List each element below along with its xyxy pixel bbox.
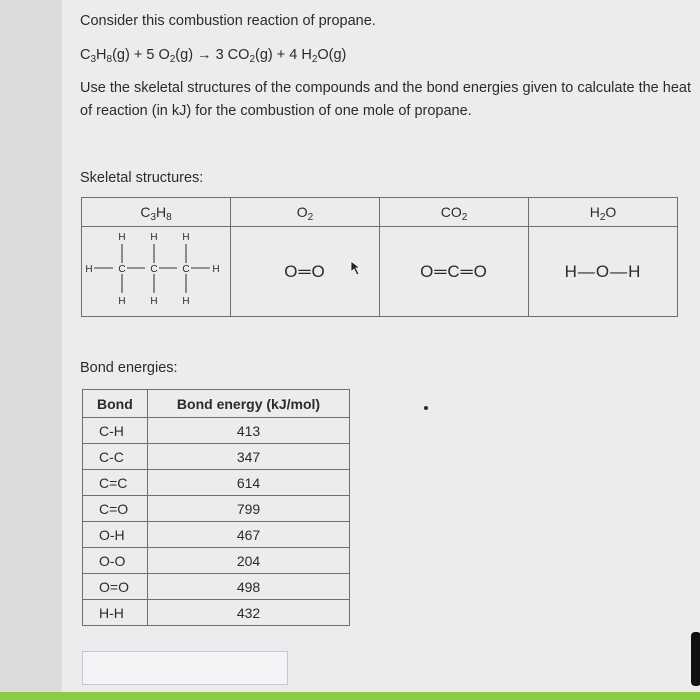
col-bond-energy: Bond energy (kJ/mol) [148,390,350,418]
question-intro: Consider this combustion reaction of propane. [80,13,376,29]
table-row [83,470,350,496]
atom-h: H [182,232,190,243]
skeletal-heading: Skeletal structures: [80,170,204,186]
o2-structure: O═O [231,227,380,317]
table-row [83,418,350,444]
propane-structure-cell [82,227,231,317]
energy-cell: 799 [148,496,350,522]
energy-cell: 413 [148,418,350,444]
header-o2: $O_2$ [231,198,380,227]
bond-energies-table [82,389,350,626]
bond-cell: C-C [83,444,148,470]
bond-cell: O-H [83,522,148,548]
header-h2o: $H_2O$ [529,198,678,227]
header-c3h8: $C_3H_8$ [82,198,231,227]
co2-structure: O═C═O [380,227,529,317]
h2o-structure: H—O—H [529,227,678,317]
bond-cell: O-O [83,548,148,574]
reaction-equation: $C_3H_8(g) + 5$ $O_2(g) \to 3$ $CO_2(g) + 4$ $H_2O(g)$ [80,47,347,65]
atom-h: H [150,232,158,243]
energy-cell: 498 [148,574,350,600]
energy-cell: 347 [148,444,350,470]
bond-cell: H-H [83,600,148,626]
energy-cell: 432 [148,600,350,626]
bond-cell: C=O [83,496,148,522]
submit-bar[interactable] [0,692,700,700]
atom-h: H [85,264,93,275]
stray-dot [424,406,428,410]
bond-energies-heading: Bond energies: [80,360,178,376]
bond-cell: C=C [83,470,148,496]
atom-h: H [118,232,126,243]
coef-co2: 3 [215,47,224,63]
question-instruction: Use the skeletal structures of the compounds and the bond energies given to calculate the heat of reaction (in kJ) for the combustion of one mole of propane. [80,80,691,119]
coef-h2o: 4 [289,47,298,63]
coef-o2: 5 [146,47,155,63]
mouse-cursor-icon [350,260,362,276]
atom-h: H [150,296,158,307]
atom-c: C [118,264,126,275]
table-row [83,574,350,600]
header-co2: $CO_2$ [380,198,529,227]
table-row [83,444,350,470]
atom-h: H [182,296,190,307]
atom-c: C [182,264,190,275]
table-row [83,522,350,548]
atom-c: C [150,264,158,275]
energy-cell: 204 [148,548,350,574]
table-row [83,600,350,626]
propane-structure [82,227,230,311]
col-bond: Bond [83,390,148,418]
skeletal-structures-table [81,197,678,317]
energy-cell: 467 [148,522,350,548]
table-header-row [83,390,350,418]
table-row [83,496,350,522]
atom-h: H [118,296,126,307]
atom-h: H [212,264,220,275]
table-row [83,548,350,574]
energy-cell: 614 [148,470,350,496]
bond-cell: O=O [83,574,148,600]
left-edge-strip [0,0,62,700]
bond-cell: C-H [83,418,148,444]
screen-edge-shadow [691,632,700,686]
reaction-arrow: → [197,47,212,63]
answer-input[interactable] [82,651,288,685]
